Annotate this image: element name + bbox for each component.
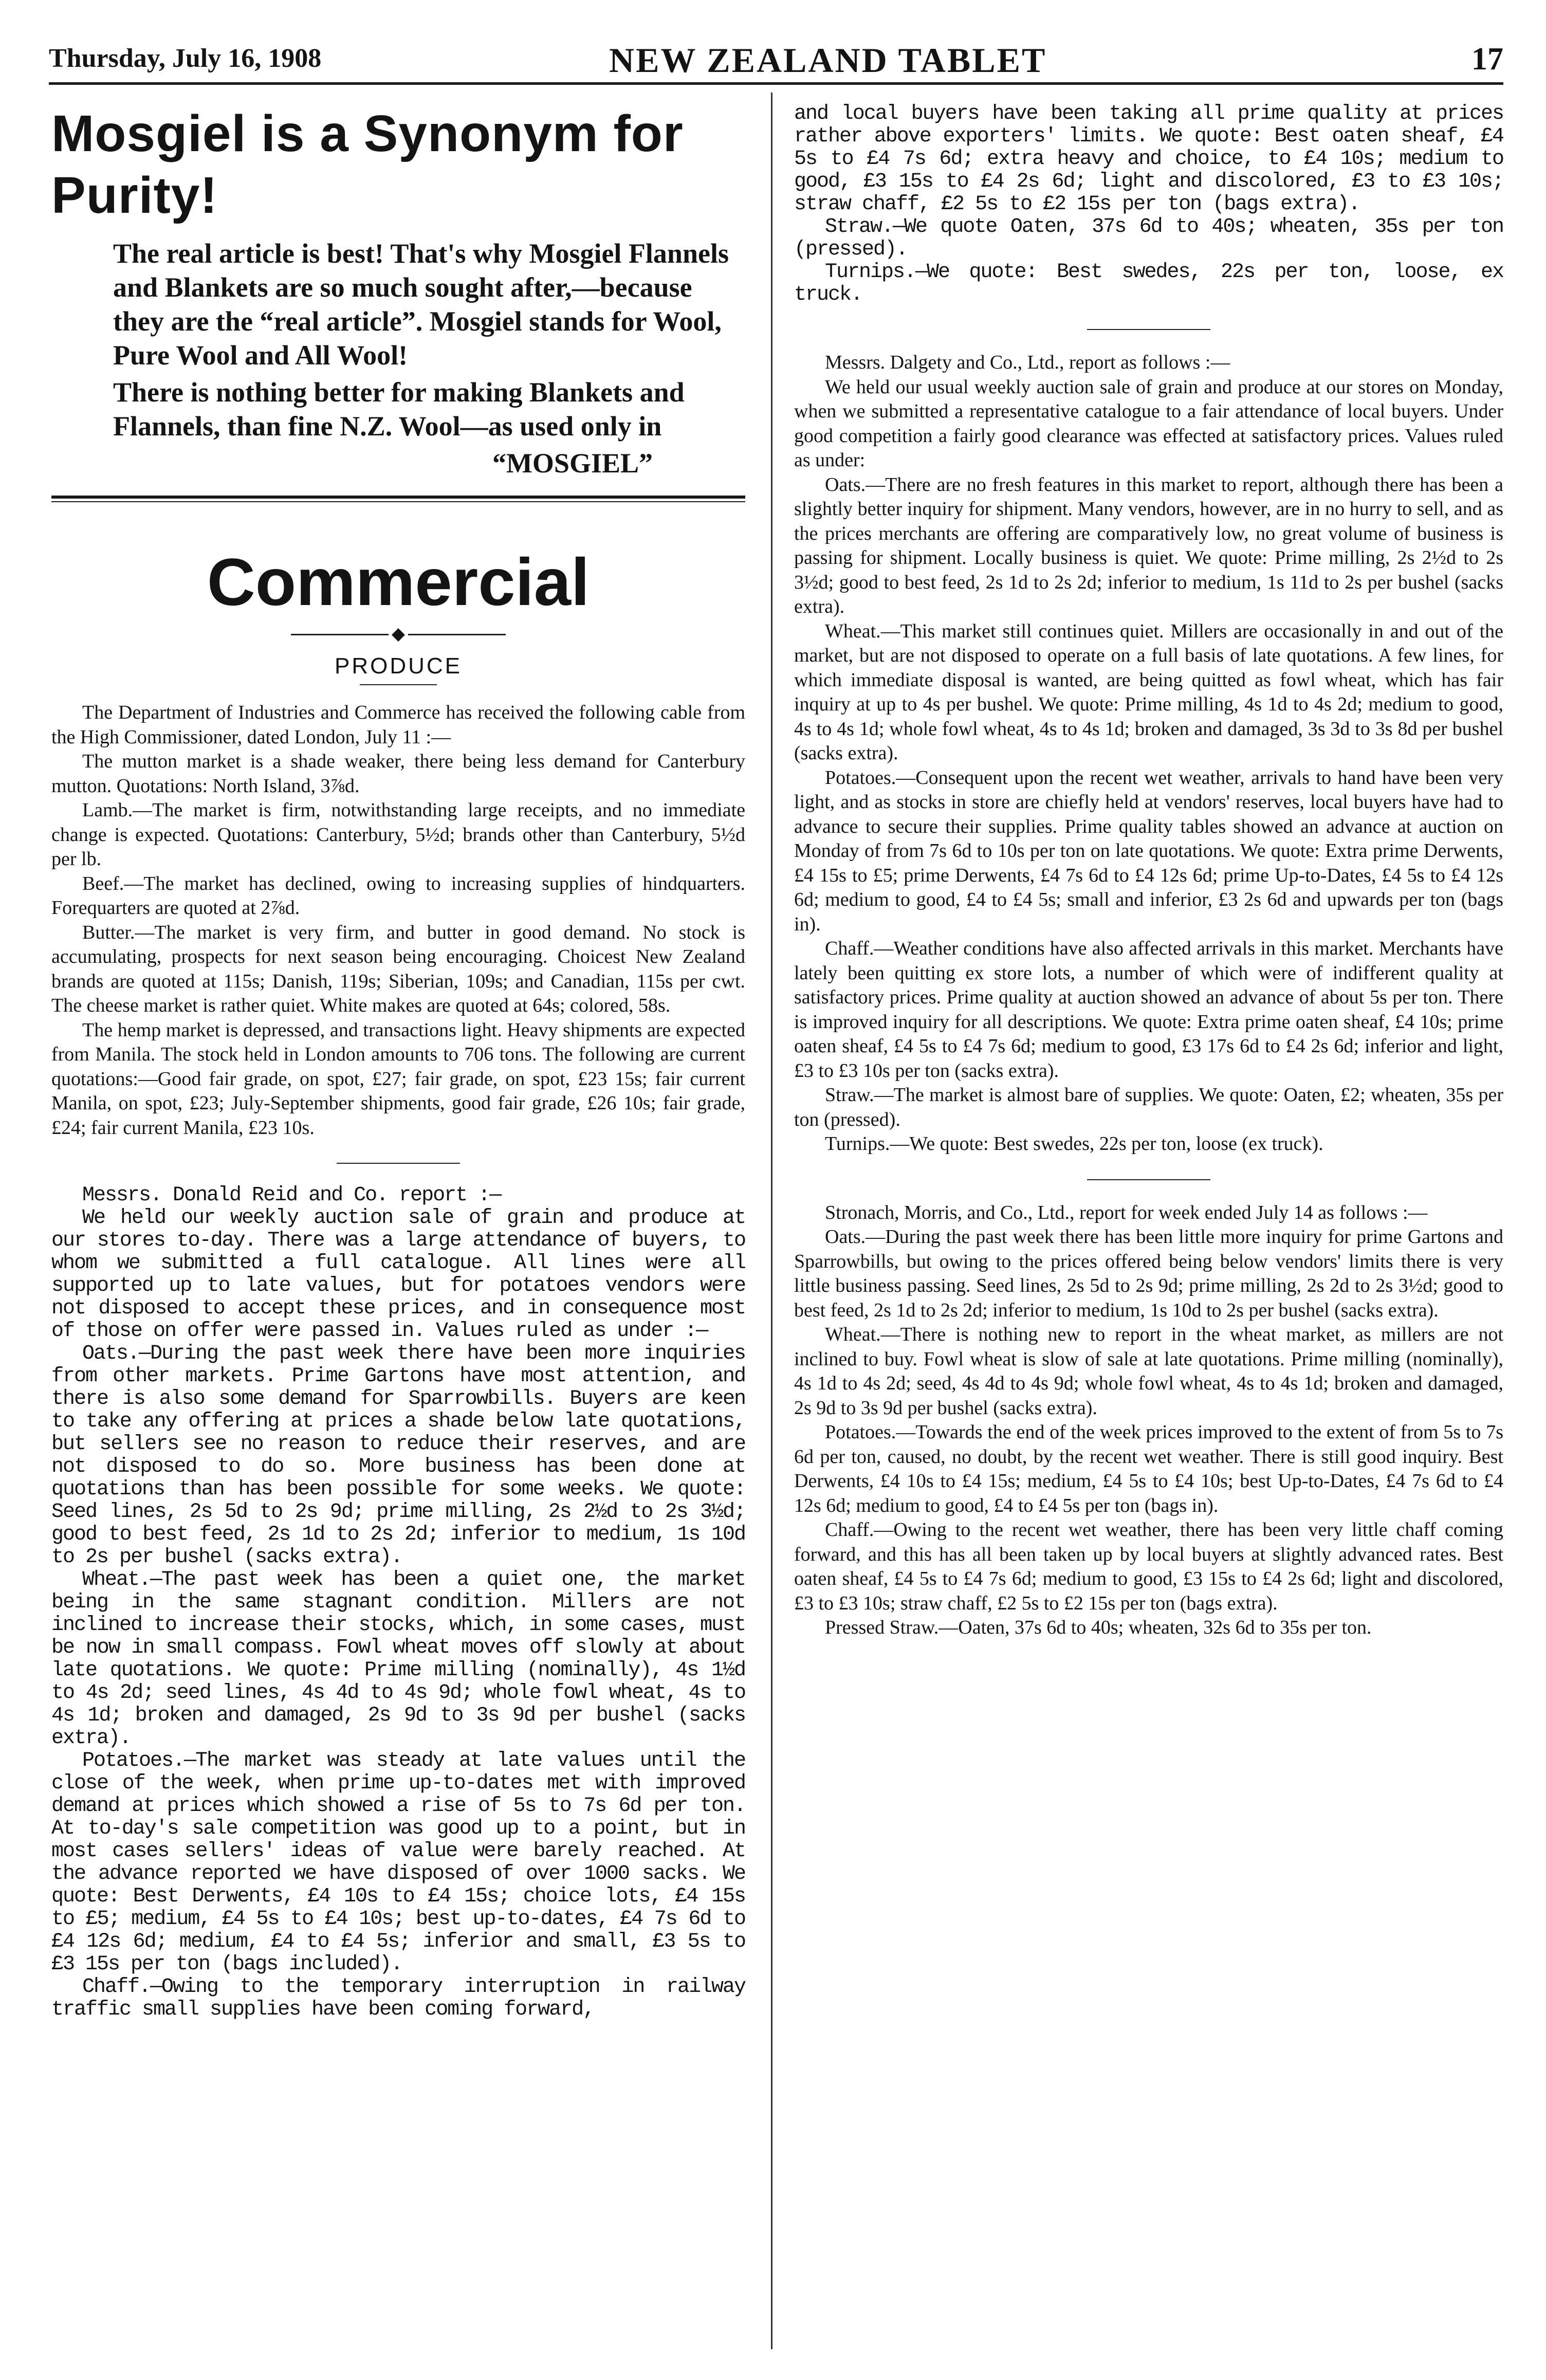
ad-headline: Mosgiel is a Synonym for Purity!: [51, 105, 684, 224]
newspaper-title: NEW ZEALAND TABLET: [609, 41, 1047, 80]
produce-cable-section: [51, 701, 745, 1140]
mosgiel-advertisement: [51, 103, 745, 502]
dalgety-paragraph: Wheat.—This market still continues quiet. Millers are occasionally in and out of the market, but are not disposed to operate on a full basis of late quotations. A few lines, for which immediate disposal is wanted, are being quitted as fowl wheat, which has fair inquiry at up to 4s per bushel. We quote: Prime milling, 4s 1d to 4s 2d; medium to good, 4s to 4s 1d; whole fowl wheat, 4s to 4s 1d; broken and damaged, 3s 3d to 3s 8d per bushel (sacks extra).: [794, 620, 1503, 764]
dalgety-paragraph: Potatoes.—Consequent upon the recent wet weather, arrivals to hand have been very light, and as stocks in store are chiefly held at vendors' reserves, local buyers have had to advance to secure their supplies. Prime quality tables showed an advance at auction on Monday of from 7s 6d to 10s per ton on late quotations. We quote: Extra prime Derwents, £4 15s to £5; prime Derwents, £4 7s 6d to £4 12s 6d; prime Up-to-Dates, £4 5s to £4 12s 6d; medium to good, £4 to £4 5s; small and inferior, £3 2s 6d and upwards per ton (bags in).: [794, 766, 1503, 935]
stronach-paragraph: Oats.—During the past week there has been little more inquiry for prime Gartons and Sparrowbills, but owing to the prices offered being below vendors' limits there is very little business passing. Seed lines, 2s 5d to 2s 9d; prime milling, 2s 2d to 2s 3½d; good to best feed, 2s 1d to 2s 2d; inferior to medium, 1s 10d to 2s per bushel (sacks extra).: [794, 1226, 1503, 1321]
produce-paragraph: Butter.—The market is very firm, and butter in good demand. No stock is accumulating, prospects for next season being encouraging. Choicest New Zealand brands are quoted at 115s; Danish, 119s; Siberian, 109s; and Canadian, 115s per cwt. The cheese market is rather quiet. White makes are quoted at 64s; colored, 58s.: [51, 921, 745, 1016]
ad-paragraph: The real article is best! That's why Mosgiel Flannels and Blankets are so much sought after,—because they are the “real article”. Mosgiel stands for Wool, Pure Wool and All Wool!: [113, 238, 729, 371]
dalgety-paragraph: Turnips.—We quote: Best swedes, 22s per ton, loose (ex truck).: [825, 1133, 1323, 1155]
ornament-rule: [51, 626, 745, 643]
page-number: 17: [1471, 42, 1503, 77]
reid-cont-paragraph: Straw.—We quote Oaten, 37s 6d to 40s; wheaten, 35s per ton (pressed).: [794, 215, 1503, 261]
reid-paragraph: We held our weekly auction sale of grain and produce at our stores to-day. There was a large attendance of buyers, to whom we submitted a full catalogue. All lines were all supported up to late values, but for potatoes vendors were not disposed to accept these prices, and in consequence most of those on offer were passed in. Values ruled as under :—: [51, 1206, 745, 1343]
left-column: [51, 103, 745, 2021]
produce-heading: PRODUCE: [334, 653, 463, 679]
dalgety-paragraph: We held our usual weekly auction sale of grain and produce at our stores on Monday, when we submitted a representative catalogue to a fair attendance of local buyers. Under good competition a fairly good clearance was effected at satisfactory prices. Values ruled as under:: [794, 376, 1503, 471]
dalgety-paragraph: Straw.—The market is almost bare of supplies. We quote: Oaten, £2; wheaten, 35s per ton (pressed).: [794, 1084, 1503, 1130]
dalgety-paragraph: Chaff.—Weather conditions have also affected arrivals in this market. Merchants have lately been quitting ex store lots, a number of which were of indifferent quality at satisfactory prices. Prime quality at auction showed an advance of about 5s per ton. There is improved inquiry for all descriptions. We quote: Extra prime oaten sheaf, £4 10s; prime oaten sheaf, £4 5s to £4 7s 6d; medium to good, £3 17s 6d to £4 2s 6d; inferior and light, £3 to £3 10s per ton (sacks extra).: [794, 938, 1503, 1082]
diamond-icon: ◆: [391, 625, 406, 644]
produce-paragraph: The Department of Industries and Commerce has received the following cable from the High Commissioner, dated London, July 11 :—: [51, 702, 745, 748]
ad-body: [51, 236, 745, 480]
page-header: [49, 36, 1503, 85]
ad-rule-thin: [51, 501, 745, 502]
header-date: Thursday, July 16, 1908: [49, 44, 322, 73]
reid-cont-paragraph: Turnips.—We quote: Best swedes, 22s per ton, loose, ex truck.: [794, 261, 1503, 306]
column-divider: [771, 93, 772, 2349]
stronach-report: [794, 1201, 1503, 1640]
produce-paragraph: The hemp market is depressed, and transactions light. Heavy shipments are expected from Manila. The stock held in London amounts to 706 tons. The following are current quotations:—Good fair grade, on spot, £27; fair grade, on spot, £23 15s; fair current Manila, on spot, £23; July-September shipments, good fair grade, £26 10s; fair grade, £24; fair current Manila, £23 10s.: [51, 1019, 745, 1139]
stronach-paragraph: Pressed Straw.—Oaten, 37s 6d to 40s; wheaten, 32s 6d to 35s per ton.: [825, 1617, 1372, 1638]
produce-paragraph: Lamb.—The market is firm, notwithstanding large receipts, and no immediate change is expected. Quotations: Canterbury, 5½d; brands other than Canterbury, 5½d per lb.: [51, 799, 745, 870]
section-separator: [337, 1163, 460, 1164]
dalgety-heading: Messrs. Dalgety and Co., Ltd., report as follows :—: [825, 352, 1230, 373]
right-column: [794, 103, 1503, 1640]
short-rule: [360, 684, 437, 685]
dalgety-paragraph: Oats.—There are no fresh features in this market to report, although there has been a slightly better inquiry for shipment. Many vendors, however, are in no hurry to sell, and as the prices merchants are offering are comparatively low, no great volume of business is passing for shipment. Locally business is quiet. We quote: Prime milling, 2s 2½d to 2s 3½d; good to best feed, 2s 1d to 2s 2d; inferior to medium, 1s 11d to 2s per bushel (sacks extra).: [794, 473, 1503, 617]
ad-paragraph: There is nothing better for making Blankets and Flannels, than fine N.Z. Wool—as used only in: [113, 377, 685, 442]
section-separator: [1087, 329, 1210, 330]
produce-paragraph: The mutton market is a shade weaker, there being less demand for Canterbury mutton. Quotations: North Island, 3⅞d.: [51, 750, 745, 797]
ad-rule: [51, 496, 745, 499]
reid-paragraph: Wheat.—The past week has been a quiet one, the market being in the same stagnant condition. Millers are not inclined to increase their stocks, which, in some cases, must be now in small compass. Fowl wheat moves off slowly at about late quotations. We quote: Prime milling (nominally), 4s 1½d to 4s 2d; seed lines, 4s 4d to 4s 9d; whole fowl wheat, 4s to 4s 1d; broken and damaged, 2s 9d to 3s 9d per bushel (sacks extra).: [51, 1568, 745, 1750]
reid-paragraph: Oats.—During the past week there have been more inquiries from other markets. Prime Gartons have most attention, and there is also some demand for Sparrowbills. Buyers are keen to take any offering at prices a shade below late quotations, but sellers see no reason to reduce their reserves, and are not disposed to do so. More business has been done at quotations than has been possible for some weeks. We quote: Seed lines, 2s 5d to 2s 9d; prime milling, 2s 2½d to 2s 3½d; good to best feed, 2s 1d to 2s 2d; inferior to medium, 1s 10d to 2s per bushel (sacks extra).: [51, 1342, 745, 1569]
reid-report: [51, 1184, 745, 2021]
dalgety-report: [794, 351, 1503, 1157]
reid-heading: Messrs. Donald Reid and Co. report :—: [82, 1184, 501, 1207]
stronach-paragraph: Wheat.—There is nothing new to report in the wheat market, as millers are not inclined to buy. Fowl wheat is slow of sale at late quotations. Prime milling (nominally), 4s 1d to 4s 2d; seed, 4s 4d to 4s 9d; whole fowl wheat, 4s to 4s 1d; broken and damaged, 2s 9d to 3s 9d per bushel (sacks extra).: [794, 1324, 1503, 1419]
stronach-heading: Stronach, Morris, and Co., Ltd., report for week ended July 14 as follows :—: [825, 1201, 1428, 1223]
ornament-line: [291, 634, 389, 635]
reid-report-continued: [794, 103, 1503, 306]
ornament-line: [408, 634, 506, 635]
reid-cont-paragraph: and local buyers have been taking all prime quality at prices rather above exporters' limits. We quote: Best oaten sheaf, £4 5s to £4 7s 6d; extra heavy and choice, to £4 10s; medium to good, £3 15s to £4 2s 6d; light and discolored, £3 to £3 10s; straw chaff, £2 5s to £2 15s per ton (bags extra).: [794, 102, 1503, 216]
section-title: Commercial: [207, 544, 590, 619]
produce-paragraph: Beef.—The market has declined, owing to increasing supplies of hindquarters. Forequarters are quoted at 2⅞d.: [51, 872, 745, 919]
ad-brand: “MOSGIEL”: [492, 448, 653, 479]
section-separator: [1087, 1179, 1210, 1180]
reid-paragraph: Chaff.—Owing to the temporary interruption in railway traffic small supplies have been coming forward,: [51, 1975, 745, 2021]
stronach-paragraph: Potatoes.—Towards the end of the week prices improved to the extent of from 5s to 7s 6d per ton, caused, no doubt, by the recent wet weather. There is still good inquiry. Best Derwents, £4 10s to £4 15s; medium, £4 5s to £4 10s; best Up-to-Dates, £4 7s 6d to £4 12s 6d; medium to good, £4 to £4 5s per ton (bags in).: [794, 1421, 1503, 1516]
stronach-paragraph: Chaff.—Owing to the recent wet weather, there has been very little chaff coming forward, and this has all been taken up by local buyers at slightly advanced rates. Best oaten sheaf, £4 5s to £4 7s 6d; medium to good, £3 15s to £4 2s 6d; light and discolored, £3 to £3 10s; straw chaff, £2 5s to £2 15s per ton (bags extra).: [794, 1519, 1503, 1614]
reid-paragraph: Potatoes.—The market was steady at late values until the close of the week, when prime up-to-dates met with improved demand at prices which showed a rise of 5s to 7s 6d per ton. At to-day's sale competition was good up to a point, but in most cases sellers' ideas of value were barely reached. At the advance reported we have disposed of over 1000 sacks. We quote: Best Derwents, £4 10s to £4 15s; choice lots, £4 15s to £5; medium, £4 5s to £4 10s; best up-to-dates, £4 7s 6d to £4 12s 6d; medium, £4 to £4 5s; inferior and small, £3 5s to £3 15s per ton (bags included).: [51, 1749, 745, 1976]
